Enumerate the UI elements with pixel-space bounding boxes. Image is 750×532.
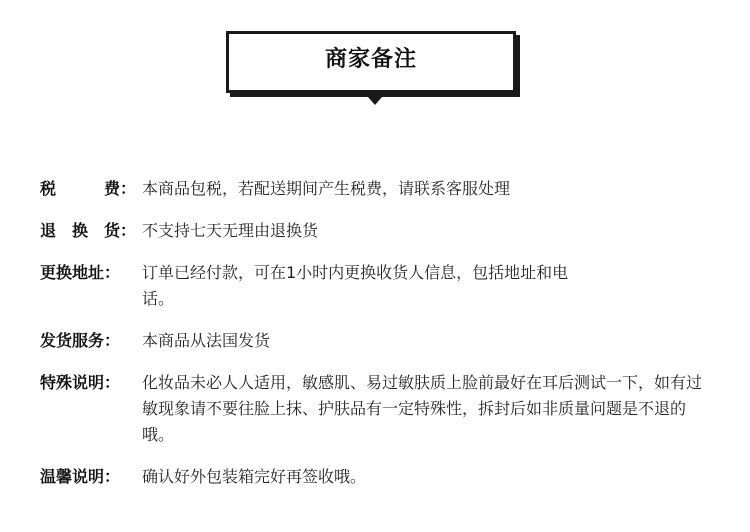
note-label-address: 更换地址：: [40, 263, 121, 282]
note-label-special: 特殊说明：: [40, 373, 121, 392]
note-value-address: 订单已经付款，可在1小时内更换收货人信息，包括地址和电话。: [142, 263, 569, 308]
note-row-shipping: [40, 328, 720, 354]
note-value-shipping: 本商品从法国发货: [142, 331, 271, 350]
note-label-shipping: 发货服务：: [40, 331, 121, 350]
label-char: 退: [40, 221, 57, 240]
note-value-return: 不支持七天无理由退换货: [142, 221, 319, 240]
note-value-tips: 确认好外包装箱完好再签收哦。: [142, 467, 367, 486]
label-char: 税: [40, 179, 57, 198]
note-row-special: [40, 370, 720, 448]
notes-list: [40, 176, 720, 506]
title-box: [226, 31, 516, 93]
note-value-tax: 本商品包税，若配送期间产生税费，请联系客服处理: [142, 179, 511, 198]
note-label-tax: [40, 176, 140, 202]
note-label-return: [40, 218, 140, 244]
title-pointer-arrow: [368, 97, 382, 105]
note-row-address: [40, 260, 720, 312]
note-row-tax: [40, 176, 720, 202]
label-char: 货：: [103, 221, 136, 240]
page-title: 商家备注: [324, 46, 417, 72]
note-row-tips: [40, 464, 720, 490]
title-banner: [226, 31, 524, 101]
note-row-return: [40, 218, 720, 244]
note-label-tips: 温馨说明：: [40, 467, 121, 486]
label-char: 费：: [103, 179, 136, 198]
note-value-special: 化妆品未必人人适用，敏感肌、易过敏肤质上脸前最好在耳后测试一下，如有过敏现象请不要往脸上抹、护肤品有一定特殊性，拆封后如非质量问题是不退的哦。: [142, 373, 703, 444]
label-char: 换: [71, 221, 88, 240]
